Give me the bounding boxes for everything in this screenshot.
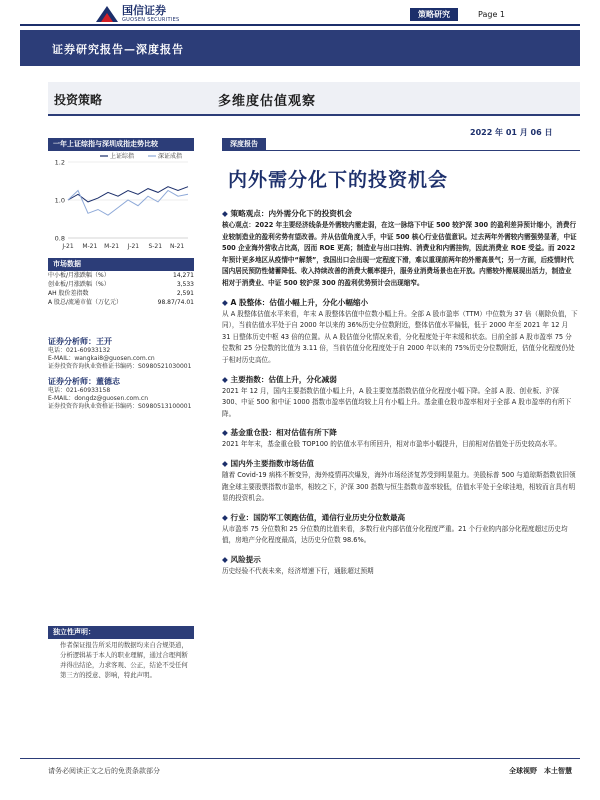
- x-tick-label: J-21: [62, 243, 74, 250]
- market-data-value: 2,591: [176, 290, 194, 297]
- section-heading: [222, 374, 578, 386]
- section-heading-text: 风险提示: [230, 554, 261, 564]
- market-data-label: 创业板/月涨跌幅（%）: [48, 281, 110, 288]
- analyst-email[interactable]: E-MAIL：wangkai8@guosen.com.cn: [48, 355, 155, 362]
- market-data-title: 市场数据: [48, 258, 194, 271]
- market-data-value: 14,271: [173, 272, 194, 279]
- market-data-value: 3,533: [176, 281, 194, 288]
- report-date: 2022 年 01 月 06 日: [470, 128, 553, 137]
- analyst-name: 证券分析师：王开: [48, 337, 112, 346]
- page-number: Page 1: [478, 10, 505, 19]
- diamond-bullet-icon: ◆: [222, 209, 231, 218]
- section-paragraph: 随着 Covid-19 病株不断变异，海外疫情再次爆发，海外市场经济复苏受到明显阻力。美股标普 500 与道琼斯指数依旧领跑全球主要股票指数市盈率，相较之下，沪深 300 指数与恒生指数市盈率较低，估值水平处于全球洼地，相较而言具有明显的投资机会。: [222, 470, 576, 503]
- legend-label: 深证成指: [158, 153, 183, 160]
- section-heading-text: 国内外主要指数市场估值: [230, 458, 315, 468]
- x-tick-label: N-21: [169, 243, 185, 250]
- report-type-band: [20, 30, 580, 66]
- legend-label: 上证综指: [110, 153, 135, 160]
- logo-text-en: GUOSEN SECURITIES: [122, 17, 180, 23]
- analyst-license: 证券投资咨询执业资格证书编码：S0980521030001: [48, 363, 192, 370]
- title-band: [48, 82, 580, 116]
- analyst-name: 证券分析师：董德志: [48, 377, 120, 386]
- report-body: [222, 208, 578, 584]
- y-tick-label: 1.2: [54, 158, 65, 167]
- analyst-email[interactable]: E-MAIL：dongdz@guosen.com.cn: [48, 395, 149, 402]
- y-tick-label: 0.8: [54, 234, 65, 243]
- section-heading: [222, 512, 578, 524]
- x-tick-label: M-21: [104, 243, 120, 250]
- analyst-block-2: [48, 376, 198, 411]
- market-data-table: [48, 271, 194, 307]
- x-tick-label: J-21: [127, 243, 140, 250]
- header-divider: [20, 24, 580, 26]
- diamond-bullet-icon: ◆: [222, 374, 231, 384]
- analyst-phone: 电话：021-60933132: [48, 347, 111, 354]
- footer-slogan: 全球视野 本土智慧: [509, 767, 572, 775]
- report-type-label: 证券研究报告—深度报告: [52, 43, 184, 56]
- company-logo: [96, 2, 196, 26]
- deep-report-tag: 深度报告: [222, 138, 266, 151]
- diamond-bullet-icon: ◆: [222, 428, 231, 438]
- section-paragraph: 从市盈率 75 分位数和 25 分位数的比值来看，多数行业内部估值分化程度严重。21 个行业的内部分化程度超过历史均值，房地产分化程度最高，达历史分位数 98.6%。: [222, 524, 568, 545]
- section-heading-text: A 股整体：估值小幅上升，分化小幅缩小: [230, 297, 369, 307]
- market-data-row: [48, 298, 194, 307]
- section-heading: [222, 297, 578, 309]
- section-paragraph: 2021 年 12 月，国内主要指数估值小幅上升，A 股主要宽基指数估值分化程度小幅下降。全部 A 股、创业板、沪深 300、中证 500 和中证 1000 指数市盈率估值均较上月有小幅上升。基金重仓股市盈率相对于全部 A 股市盈率的有所下降。: [222, 386, 572, 418]
- logo-mark-icon: [96, 5, 118, 23]
- section-heading: [222, 554, 578, 566]
- analyst-block-1: [48, 336, 198, 371]
- section-heading: [222, 208, 578, 220]
- footer-divider: [20, 758, 580, 759]
- section-paragraph: 从 A 股整体估值水平来看，年末 A 股整体估值中位数小幅上升。全部 A 股市盈率（TTM）中位数为 37 倍（剔除负值，下同），当前估值水平处于自 2000 年以来的 36%历史分位数附近，整体估值水平偏低，低于 2000 年至 2021 年 12 月 31 日整体历史中枢 43 倍的位置。从 A 股估值分化情况来看，分化程度处于年末缓和状态。目前全部 A 股市盈率 75 分位数和 25 分位数的比值为 3.11 倍，当前估值分化程度处于自 2000 年以来的 75%历史分位数附近，估值分化程度仍处于相对历史高位。: [222, 309, 578, 364]
- market-data-value: 98.87/74.01: [157, 299, 194, 306]
- section-heading-text: 行业：国防军工领跑估值，通信行业历史分位数最高: [230, 512, 406, 522]
- section-paragraph: 历史经验不代表未来，经济增速下行，通胀超过预期: [222, 566, 374, 575]
- section-heading-text: 策略观点：内外需分化下的投资机会: [230, 209, 352, 218]
- market-data-label: A 股总/流通市值（万亿元）: [48, 299, 123, 306]
- market-data-row: [48, 280, 194, 289]
- market-data-label: AH 股价差指数: [48, 290, 89, 297]
- footer-disclaimer-note: 请务必阅读正文之后的免责条款部分: [48, 767, 160, 775]
- index-comparison-chart: [48, 150, 198, 254]
- analyst-phone: 电话：021-60933158: [48, 387, 111, 394]
- section-heading-text: 基金重仓股：相对估值有所下降: [230, 428, 337, 438]
- section-divider: [222, 150, 580, 151]
- diamond-bullet-icon: ◆: [222, 297, 231, 307]
- report-category: 投资策略: [54, 93, 103, 107]
- chart-title-bar: 一年上证综指与深圳成指走势比较: [48, 138, 194, 151]
- diamond-bullet-icon: ◆: [222, 458, 231, 468]
- diamond-bullet-icon: ◆: [222, 554, 231, 564]
- report-title: 多维度估值观察: [218, 94, 317, 109]
- series-line-2: [68, 191, 188, 216]
- x-tick-label: M-21: [82, 243, 98, 250]
- section-paragraph: 核心观点：2022 年主要经济线条是外需较内需走弱，在这一脉络下中证 500 较沪深 300 的盈利差异预计缩小，消费行业较制造业的盈利劣势有望改善。并从估值角度入手，中证 500 核心行业估值意识。过去两年外需较内需强势显著，中证 500 企业海外营收占比高，因而 ROE 更高；制造业与出口挂钩、消费业和内需挂钩，因此消费业 ROE 受益。而 2022 年预计更多地区从疫情中“解禁”，我国出口会出现一定程度下滑，难以重现前两年的外需高景气；另一方面，后疫情时代国内居民预防性储蓄降低、收入持续改善的消费大概率提升，服务业消费场景也在开放。内需较外需展现出活力，制造业相对于消费业、中证 500 较沪深 300 的盈利优势预计会出现缩窄。: [222, 221, 577, 287]
- market-data-label: 中小板/月涨跌幅（%）: [48, 272, 110, 279]
- independence-statement: 作者保证报告所采用的数据均来自合规渠道，分析逻辑基于本人的职业理解，通过合理判断并得出结论，力求客观、公正，结论不受任何第三方的授意、影响，特此声明。: [60, 641, 188, 679]
- section-paragraph: 2021 年年末，基金重仓股 TOP100 的估值水平有所回升，相对市盈率小幅提升，目前相对估值处于历史较高水平。: [222, 440, 561, 449]
- logo-text-cn: 国信证券: [122, 4, 166, 17]
- section-heading: [222, 458, 578, 470]
- section-heading-text: 主要指数：估值上升，分化减弱: [230, 374, 337, 384]
- y-tick-label: 1.0: [54, 196, 65, 205]
- analyst-license: 证券投资咨询执业资格证书编码：S0980513100001: [48, 403, 192, 410]
- market-data-row: [48, 289, 194, 298]
- header-report-type: 策略研究: [410, 8, 458, 21]
- market-data-row: [48, 271, 194, 280]
- section-heading: [222, 427, 578, 439]
- report-headline: 内外需分化下的投资机会: [228, 169, 449, 191]
- x-tick-label: S-21: [148, 243, 163, 250]
- diamond-bullet-icon: ◆: [222, 512, 231, 522]
- disclaimer-title: 独立性声明：: [48, 626, 194, 639]
